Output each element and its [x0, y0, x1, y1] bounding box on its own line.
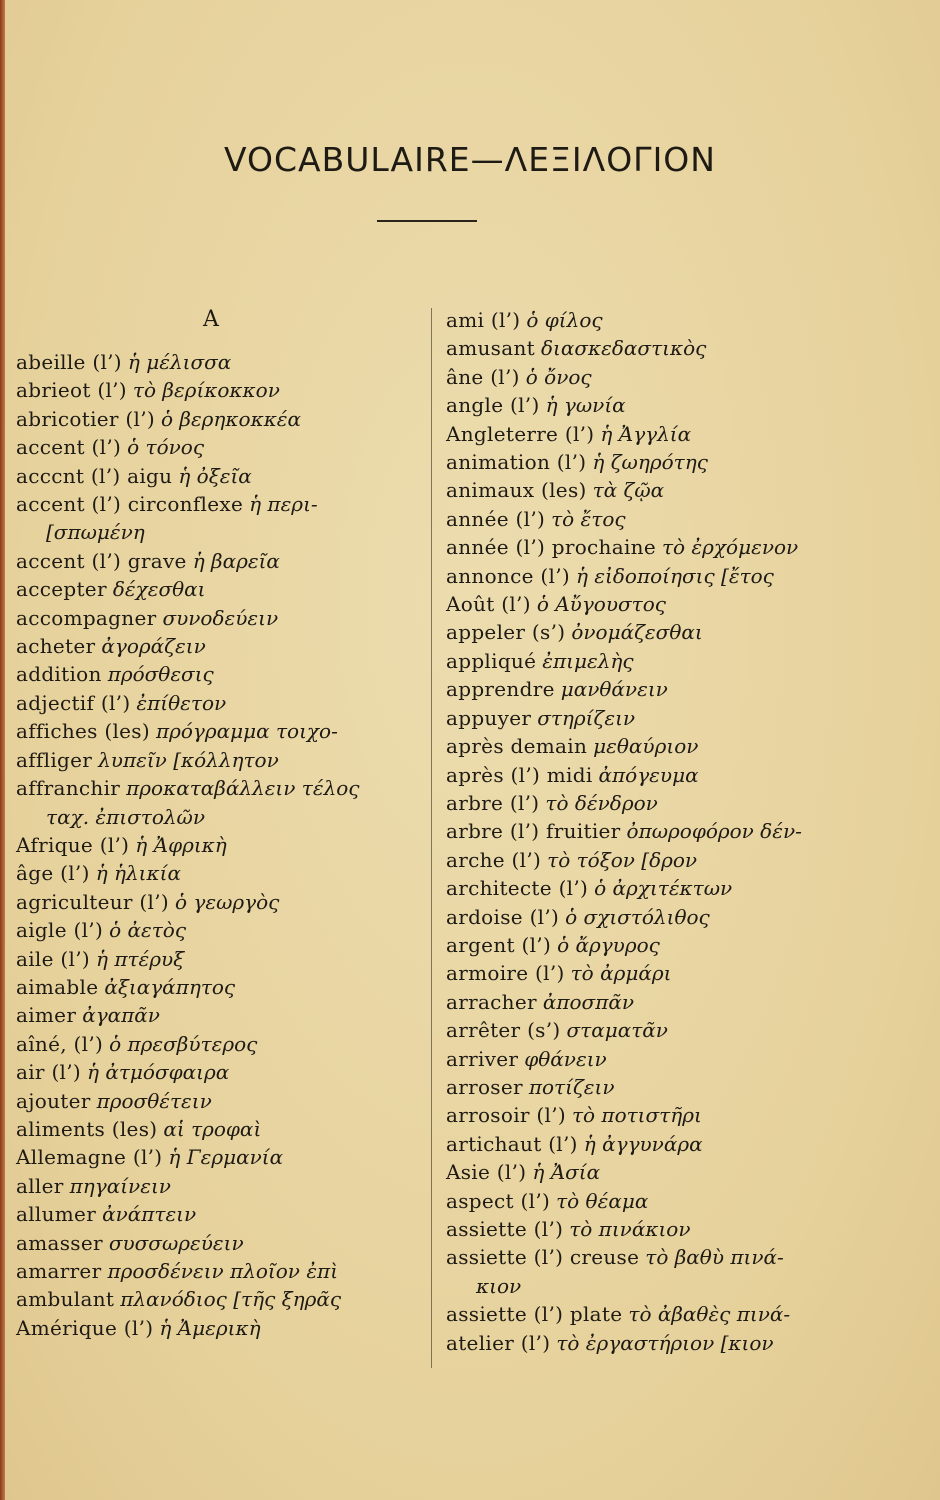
vocabulary-entry	[446, 903, 856, 931]
greek-term: ἡ Ἀφρικὴ	[135, 832, 227, 857]
vocabulary-entry	[446, 704, 856, 732]
french-term: abrieot (l’)	[16, 378, 127, 403]
greek-term: ἡ Ἀγγλία	[600, 421, 692, 446]
vocabulary-entry	[16, 1115, 426, 1143]
greek-term: συσσωρεύειν	[108, 1230, 244, 1255]
greek-term: πρόσθεσις	[107, 662, 214, 687]
vocabulary-entry	[16, 547, 426, 575]
greek-term: ὁ βερηκοκκέα	[160, 406, 302, 431]
french-term: Angleterre (l’)	[446, 421, 595, 446]
french-term: allumer	[16, 1202, 97, 1227]
french-term: affranchir	[16, 776, 121, 801]
vocabulary-entry	[16, 1257, 426, 1285]
vocabulary-entry	[446, 1101, 856, 1129]
french-term: ami (l’)	[446, 308, 521, 332]
greek-term: ἀποσπᾶν	[542, 989, 635, 1014]
vocabulary-entry	[16, 888, 426, 916]
french-term: accepter	[16, 577, 107, 602]
greek-term: μεθαύριον	[593, 734, 699, 759]
french-term: adjectif (l’)	[16, 690, 131, 715]
greek-term: ἀγοράζειν	[101, 634, 206, 659]
greek-term: κιον	[476, 1273, 522, 1298]
greek-term: τὸ τόξον [δρον	[547, 847, 698, 872]
right-column	[446, 306, 856, 1357]
greek-term: τὸ ἐργαστήριον [κιον	[556, 1330, 774, 1355]
french-term: amarrer	[16, 1259, 102, 1283]
vocabulary-entry	[446, 732, 856, 760]
vocabulary-entry	[446, 647, 856, 675]
vocabulary-entry	[16, 632, 426, 660]
french-term: angle (l’)	[446, 393, 540, 418]
french-term: Août (l’)	[446, 592, 531, 617]
vocabulary-entry	[16, 1172, 426, 1200]
greek-term: ἡ γωνία	[545, 393, 626, 418]
french-term: aimable	[16, 974, 99, 999]
vocabulary-entry	[16, 945, 426, 973]
french-term: annonce (l’)	[446, 563, 570, 588]
greek-term: ὁ ἀετὸς	[109, 918, 187, 943]
french-term: arbre (l’)	[446, 790, 540, 815]
vocabulary-entry	[446, 789, 856, 817]
vocabulary-entry	[16, 1285, 426, 1313]
greek-term: πηγαίνειν	[69, 1173, 171, 1198]
greek-term: ὁ φίλος	[526, 308, 603, 332]
greek-term: τὸ πινάκιον	[569, 1217, 691, 1241]
greek-term: ἡ Ἀμερικὴ	[159, 1315, 261, 1340]
greek-term: τὰ ζῷα	[592, 478, 665, 503]
vocabulary-entry	[446, 1329, 856, 1357]
greek-term: δέχεσθαι	[112, 577, 206, 602]
greek-term: ἡ ἀγγυνάρα	[583, 1131, 703, 1156]
vocabulary-entry	[16, 433, 426, 461]
french-term: accent (l’) circonflexe	[16, 492, 244, 517]
french-term: aliments (les)	[16, 1116, 158, 1141]
greek-term: στηρίζειν	[537, 705, 636, 730]
french-term: arbre (l’) fruitier	[446, 819, 621, 844]
french-term: agriculteur (l’)	[16, 889, 169, 914]
greek-term: ἡ πτέρυξ	[95, 946, 185, 971]
greek-term: ὁ τόνος	[127, 435, 205, 460]
vocabulary-entry	[446, 1272, 856, 1300]
vocabulary-entry	[16, 1030, 426, 1058]
greek-term: ἀγαπᾶν	[82, 1003, 160, 1028]
french-term: arracher	[446, 989, 537, 1014]
greek-term: ἡ περι-	[249, 492, 318, 517]
left-entries	[16, 348, 426, 1342]
section-letter: A	[203, 307, 219, 332]
title-divider	[377, 220, 477, 222]
vocabulary-entry	[446, 1243, 856, 1271]
vocabulary-entry	[16, 405, 426, 433]
french-term: animation (l’)	[446, 450, 587, 475]
greek-term: τὸ ἀρμάρι	[570, 961, 672, 986]
french-term: ajouter	[16, 1088, 91, 1113]
french-term: accent (l’) grave	[16, 548, 187, 573]
french-term: après demain	[446, 734, 588, 759]
vocabulary-entry	[16, 689, 426, 717]
vocabulary-entry	[16, 1200, 426, 1228]
vocabulary-entry	[16, 348, 426, 376]
vocabulary-entry	[446, 306, 856, 334]
french-term: appeler (s’)	[446, 620, 566, 645]
greek-term: σταματᾶν	[566, 1018, 668, 1043]
vocabulary-entry	[16, 803, 426, 831]
greek-term: ἡ Ἀσία	[532, 1160, 601, 1185]
french-term: atelier (l’)	[446, 1330, 551, 1355]
greek-term: ὁ ἀρχιτέκτων	[594, 876, 733, 901]
french-term: affiches (les)	[16, 719, 150, 744]
greek-term: τὸ ποτιστῆρι	[571, 1103, 702, 1128]
greek-term: πλανόδιος [τῆς ξηρᾶς	[120, 1287, 342, 1312]
french-term: assiette (l’)	[446, 1217, 564, 1241]
french-term: arrêter (s’)	[446, 1018, 561, 1043]
vocabulary-entry	[446, 562, 856, 590]
french-term: aîné, (l’)	[16, 1031, 104, 1056]
vocabulary-entry	[16, 518, 426, 546]
vocabulary-entry	[446, 959, 856, 987]
french-term: acheter	[16, 634, 96, 659]
vocabulary-entry	[16, 717, 426, 745]
greek-term: ἐπιμελὴς	[542, 648, 634, 673]
greek-term: τὸ βαθὺ πινά-	[645, 1245, 784, 1270]
french-term: arroser	[446, 1074, 523, 1099]
vocabulary-entry	[446, 618, 856, 646]
greek-term: ὁ πρεσβύτερος	[109, 1031, 258, 1056]
right-entries	[446, 306, 856, 1357]
french-term: aigle (l’)	[16, 918, 104, 943]
vocabulary-entry	[446, 846, 856, 874]
vocabulary-entry	[16, 490, 426, 518]
greek-term: προκαταβάλλειν τέλος	[126, 776, 360, 801]
left-column	[16, 306, 426, 1342]
greek-term: ἡ ὀξεῖα	[178, 463, 252, 488]
greek-term: τὸ θέαμα	[556, 1188, 649, 1213]
french-term: Asie (l’)	[446, 1160, 527, 1185]
french-term: accent (l’)	[16, 435, 122, 460]
vocabulary-entry	[446, 505, 856, 533]
greek-term: αἱ τροφαὶ	[163, 1116, 262, 1141]
greek-term: λυπεῖν [κόλλητον	[98, 747, 279, 772]
greek-term: διασκεδαστικὸς	[540, 336, 707, 361]
french-term: ardoise (l’)	[446, 904, 560, 929]
greek-term: ὀπωροφόρον δέν-	[626, 819, 802, 844]
vocabulary-entry	[446, 533, 856, 561]
french-term: aimer	[16, 1003, 77, 1028]
greek-term: συνοδεύειν	[162, 605, 279, 630]
french-term: aspect (l’)	[446, 1188, 551, 1213]
greek-term: ἀξιαγάπητος	[104, 974, 236, 999]
greek-term: πρόγραμμα τοιχο-	[155, 719, 338, 744]
greek-term: ἀνάπτειν	[102, 1202, 197, 1227]
vocabulary-entry	[16, 916, 426, 944]
vocabulary-entry	[446, 391, 856, 419]
vocabulary-entry	[16, 973, 426, 1001]
french-term: abeille (l’)	[16, 350, 122, 374]
french-term: assiette (l’) plate	[446, 1302, 623, 1327]
vocabulary-entry	[16, 1229, 426, 1257]
french-term: âge (l’)	[16, 861, 90, 886]
french-term: âne (l’)	[446, 364, 520, 389]
vocabulary-entry	[446, 874, 856, 902]
vocabulary-entry	[446, 817, 856, 845]
greek-term: ἡ Γερμανία	[168, 1145, 284, 1170]
greek-term: ἀπόγευμα	[598, 762, 699, 787]
vocabulary-entry	[16, 575, 426, 603]
vocabulary-entry	[16, 859, 426, 887]
french-term: armoire (l’)	[446, 961, 565, 986]
vocabulary-entry	[16, 1001, 426, 1029]
vocabulary-entry	[446, 1016, 856, 1044]
column-divider	[431, 308, 432, 1368]
french-term: amasser	[16, 1230, 103, 1255]
french-term: année (l’)	[446, 506, 546, 531]
french-term: abricotier (l’)	[16, 406, 155, 431]
greek-term: [σπωμένη	[46, 520, 145, 545]
french-term: addition	[16, 662, 102, 687]
french-term: arche (l’)	[446, 847, 542, 872]
greek-term: ἡ μέλισσα	[127, 350, 232, 374]
vocabulary-entry	[16, 604, 426, 632]
vocabulary-entry	[446, 334, 856, 362]
french-term: argent (l’)	[446, 932, 552, 957]
french-term: Afrique (l’)	[16, 832, 130, 857]
vocabulary-entry	[16, 660, 426, 688]
vocabulary-entry	[16, 1058, 426, 1086]
vocabulary-entry	[446, 1215, 856, 1243]
french-term: acccnt (l’) aigu	[16, 463, 173, 488]
vocabulary-entry	[16, 1143, 426, 1171]
greek-term: φθάνειν	[524, 1046, 607, 1071]
vocabulary-entry	[446, 761, 856, 789]
french-term: appliqué	[446, 648, 537, 673]
greek-term: τὸ ἀβαθὲς πινά-	[628, 1302, 791, 1327]
greek-term: τὸ ἐρχόμενον	[661, 535, 799, 560]
vocabulary-entry	[446, 1130, 856, 1158]
vocabulary-entry	[446, 1045, 856, 1073]
greek-term: ἡ ζωηρότης	[592, 450, 708, 475]
vocabulary-entry	[446, 476, 856, 504]
greek-term: ἡ ἡλικία	[95, 861, 181, 886]
vocabulary-entry	[446, 363, 856, 391]
french-term: appuyer	[446, 705, 532, 730]
greek-term: ἐπίθετον	[136, 690, 227, 715]
french-term: aller	[16, 1173, 64, 1198]
french-term: apprendre	[446, 677, 555, 702]
french-term: année (l’) prochaine	[446, 535, 656, 560]
french-term: Allemagne (l’)	[16, 1145, 163, 1170]
greek-term: ὁ σχιστόλιθος	[565, 904, 710, 929]
vocabulary-entry	[16, 746, 426, 774]
greek-term: ἡ εἰδοποίησις [ἔτος	[575, 563, 774, 588]
vocabulary-entry	[446, 931, 856, 959]
french-term: amusant	[446, 336, 535, 361]
vocabulary-entry	[446, 1300, 856, 1328]
vocabulary-entry	[446, 675, 856, 703]
vocabulary-entry	[446, 590, 856, 618]
greek-term: ὁ γεωργὸς	[175, 889, 280, 914]
french-term: accompagner	[16, 605, 157, 630]
greek-term: ἡ ἀτμόσφαιρα	[87, 1060, 230, 1085]
vocabulary-entry	[446, 1187, 856, 1215]
greek-term: τὸ ἔτος	[551, 506, 626, 531]
greek-term: ἡ βαρεῖα	[192, 548, 280, 573]
greek-term: προσδένειν πλοῖον ἐπὶ	[107, 1259, 339, 1283]
vocabulary-entry	[446, 448, 856, 476]
french-term: architecte (l’)	[446, 876, 589, 901]
french-term: après (l’) midi	[446, 762, 593, 787]
vocabulary-entry	[16, 1087, 426, 1115]
greek-term: ὁ Αὔγουστος	[536, 592, 666, 617]
greek-term: τὸ βερίκοκκον	[132, 378, 280, 403]
greek-term: ὀνομάζεσθαι	[571, 620, 703, 645]
vocabulary-entry	[446, 1158, 856, 1186]
french-term: assiette (l’) creuse	[446, 1245, 640, 1270]
vocabulary-entry	[16, 774, 426, 802]
vocabulary-entry	[16, 831, 426, 859]
french-term: affliger	[16, 747, 93, 772]
greek-term: ὁ ὄνος	[525, 364, 592, 389]
greek-term: ὁ ἄργυρος	[557, 932, 660, 957]
french-term: arrosoir (l’)	[446, 1103, 566, 1128]
greek-term: τὸ δένδρον	[545, 790, 658, 815]
french-term: air (l’)	[16, 1060, 81, 1085]
french-term: animaux (les)	[446, 478, 587, 503]
page-title: VOCABULAIRE—ΛΕΞΙΛΟΓΙΟΝ	[224, 140, 716, 179]
vocabulary-entry	[446, 1073, 856, 1101]
greek-term: προσθέτειν	[96, 1088, 212, 1113]
greek-term: ταχ. ἐπιστολῶν	[46, 804, 206, 829]
french-term: ambulant	[16, 1287, 115, 1312]
vocabulary-entry	[16, 1314, 426, 1342]
french-term: Amérique (l’)	[16, 1315, 154, 1340]
vocabulary-entry	[16, 376, 426, 404]
vocabulary-entry	[16, 462, 426, 490]
french-term: arriver	[446, 1046, 519, 1071]
vocabulary-entry	[446, 988, 856, 1016]
greek-term: ποτίζειν	[528, 1074, 615, 1099]
french-term: aile (l’)	[16, 946, 90, 971]
page-edge	[0, 0, 5, 1500]
french-term: artichaut (l’)	[446, 1131, 578, 1156]
greek-term: μανθάνειν	[560, 677, 668, 702]
vocabulary-entry	[446, 420, 856, 448]
